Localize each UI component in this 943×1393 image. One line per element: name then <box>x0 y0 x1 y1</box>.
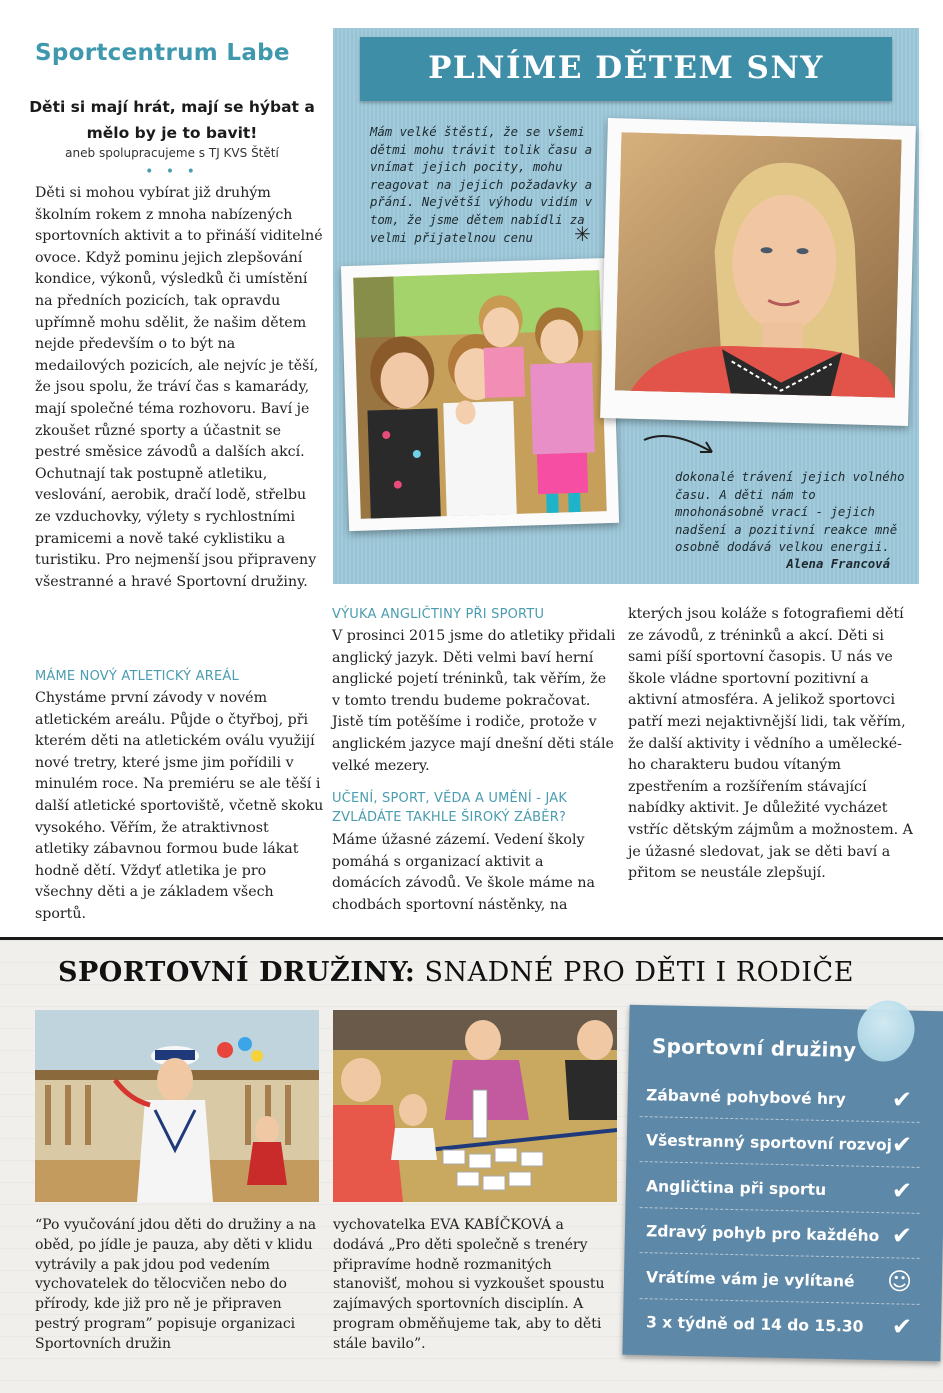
star-doodle-icon: ✳ <box>574 222 591 246</box>
intro-paragraph: Děti si mohou vybírat již druhým školním rokem z mnoha nabízených sportovních aktivit a to přináší viditelné ovoce. Když pominu jejich zlepšování kondice, výkonů, výsledků či umístění na předních pozicích, tak opravdu upřímně mohu sdělit, že našim dětem nejde především o to být na medailových pozicích, ale nejvíc je těší, že jsou spolu, že tráví čas s kamarády, mají společné téma rozhovoru. Baví je zkoušet různé sporty a účastnit se pestré směsice závodů a dalších akcí. Ochutnají tak postupně atletiku, veslování, aerobik, dračí lodě, střelbu ze vzduchovky, výlety s rychlostními pramicemi a nově také cyklistiku a turistiku. Pro nejmenší jsou připraveny všestranné a hravé Sportovní družiny. <box>35 185 323 590</box>
hero-title: PLNÍME DĚTEM SNY <box>428 50 824 86</box>
checklist-item-label: Angličtina při sportu <box>645 1177 827 1199</box>
section-heading-areal: MÁME NOVÝ ATLETICKÝ AREÁL <box>35 669 239 684</box>
section-heading-english: VÝUKA ANGLIČTINY PŘI SPORTU <box>332 607 545 622</box>
photo-children-thumbs-up <box>341 258 619 531</box>
subtagline: aneb spolupracujeme s TJ KVS Štětí <box>65 146 279 160</box>
checkmark-icon: ✔ <box>891 1130 913 1159</box>
checklist-item <box>640 1076 921 1123</box>
checklist-item <box>640 1303 921 1349</box>
arrow-doodle-icon <box>640 428 720 468</box>
ornament-dots: • • • <box>145 164 199 180</box>
checklist-item-label: Zdravý pohyb pro každého <box>645 1222 880 1246</box>
checkmark-icon: ✔ <box>891 1221 913 1250</box>
english-paragraph: V prosinci 2015 jsme do atletiky přidali anglický jazyk. Děti velmi baví herní anglické pojetí tréninků, tak věřím, že v tomto trendu budeme pokračovat. Jistě tím potěšíme i rodiče, protože v anglickém jazyce mají dnešní děti stále velké mezery. <box>332 628 616 774</box>
photo-portrait-alena <box>600 118 916 426</box>
photo-gym-teacher <box>35 1010 319 1202</box>
tagline: Děti si mají hrát, mají se hýbat a mělo by je to bavit! <box>29 98 315 142</box>
checklist-heading: Sportovní družiny <box>651 1033 857 1063</box>
bottom-quote-left: “Po vyučování jdou děti do družiny a na oběd, po jídle je pauza, aby děti v klidu vytrávily a pak jdou pod vedením vychovatelek do tělocvičen nebo do přírody, kde již pro ně je připraven pestrý program” popisuje organizaci Sportovních družin <box>35 1217 317 1352</box>
checklist-item-label: Vrátíme vám je vylítané <box>645 1268 855 1291</box>
checkmark-icon: ✔ <box>891 1085 913 1114</box>
photo-kids-english-words <box>333 1010 617 1202</box>
brand-title: Sportcentrum Labe <box>35 40 290 66</box>
hero-quote-top: Mám velké štěstí, že se všemi dětmi mohu trávit tolik času a vnímat jejich pocity, mohu reagovat na jejich požadavky a přání. Největší výhodu vidím v tom, že jsme dětem nabídli za velmi přijatelnou cenu <box>370 125 593 245</box>
bottom-title-rest: SNADNÉ PRO DĚTI I RODIČE <box>424 957 854 988</box>
section-heading-learning: UČENÍ, SPORT, VĚDA A UMĚNÍ - JAK ZVLÁDÁTE TAKHLE ŠIROKÝ ZÁBĚR? <box>332 791 568 825</box>
children-photo-illustration <box>341 258 619 531</box>
areal-paragraph: Chystáme první závody v novém atletickém areálu. Půjde o čtyřboj, při kterém děti na atletickém oválu využijí nové tretry, které jsme jim pořídili v minulém roce. Na premiéru se ale těší i další atletické sportoviště, včetně skoku vysokého. Věřím, že atraktivnost atletiky zábavnou formou bude lákat hodně dětí. Vždyť atletika je pro všechny děti a je základem všech sportů. <box>35 690 324 922</box>
quote-author: Alena Francová <box>786 557 890 571</box>
bottom-title <box>58 957 908 988</box>
checklist-item <box>640 1121 921 1168</box>
checklist-item <box>640 1258 921 1305</box>
portrait-illustration <box>600 118 916 426</box>
checklist-item-label: 3 x týdně od 14 do 15.30 <box>645 1313 864 1336</box>
bottom-title-bold: SPORTOVNÍ DRUŽINY: <box>58 957 416 988</box>
checkmark-icon: ✔ <box>891 1312 913 1341</box>
checklist-item-label: Zábavné pohybové hry <box>645 1086 846 1109</box>
smiley-icon: ☺ <box>886 1267 913 1296</box>
checkmark-icon: ✔ <box>891 1176 913 1205</box>
gym-teacher-illustration <box>35 1010 319 1202</box>
checklist-item-label: Všestranný sportovní rozvoj <box>645 1131 893 1155</box>
kids-english-illustration <box>333 1010 617 1202</box>
right-column-paragraph: kterých jsou koláže s fotografiemi dětí ze závodů, z tréninků a akcí. Děti si sami píší sportovní časopis. U nás ve škole vládne sportovní pozitivní a aktivní atmosféra. A jelikož sportovci patří mezi nejaktivnější lidi, tak věřím, že další aktivity i vědního a umělecké-ho charakteru budou vítaným zpestřením a rozšířením stávající nabídky aktivit. Je důležité vycházet vstříc dětským zájmům a možnostem. A je úžasné sledovat, jak se děti baví a přitom se neustále zlepšují. <box>628 606 913 882</box>
checklist-item <box>640 1212 921 1259</box>
learning-paragraph: Máme úžasné zázemí. Vedení školy pomáhá s organizací aktivit a domácích závodů. Ve škole máme na chodbách sportovní nástěnky, na <box>332 832 595 913</box>
hero-quote-bottom: dokonalé trávení jejich volného času. A děti nám to mnohonásobně vrací - jejich nadšení a pozitivní reakce mně osobně dodává velkou energii. <box>675 470 905 555</box>
checklist-item <box>640 1167 921 1214</box>
bottom-quote-middle: vychovatelka EVA KABÍČKOVÁ a dodává „Pro děti společně s trenéry připravíme hodně rozmanitých stanovišť, mohou si vyzkoušet spoustu zajímavých sportovních disciplín. A program obměňujeme tak, aby to děti stále bavilo”. <box>333 1217 605 1352</box>
